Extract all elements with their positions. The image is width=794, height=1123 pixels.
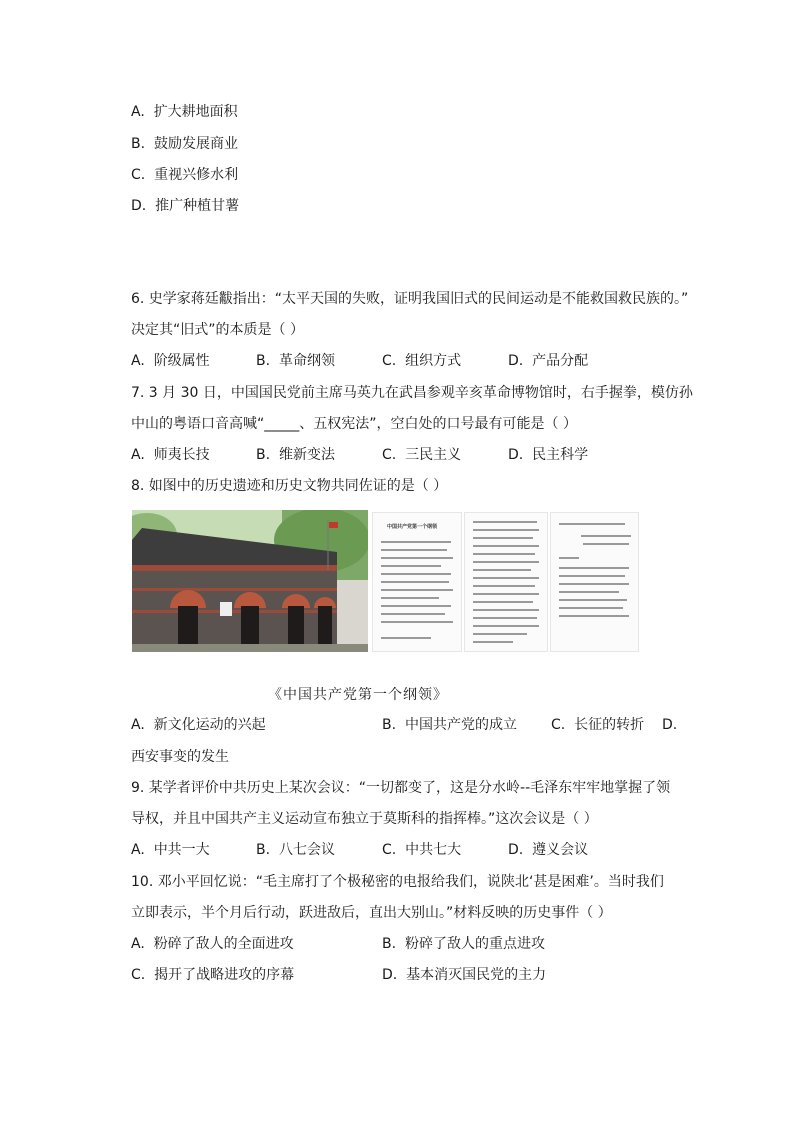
q6-stem-line2: 决定其“旧式”的本质是（ ） <box>131 322 304 338</box>
document-title: 中国共产党第一个纲领 <box>387 524 438 530</box>
q10-option-b: B. 粉碎了敌人的重点进攻 <box>382 936 545 952</box>
q10-stem-line2: 立即表示，半个月后行动，跃进敌后，直出大别山。”材料反映的历史事件（ ） <box>131 905 612 921</box>
q5-option-a: A. 扩大耕地面积 <box>131 104 238 120</box>
historic-site-photo <box>132 510 368 652</box>
q7-option-b: B. 维新变法 <box>256 447 335 463</box>
q10-stem-line1: 10. 邓小平回忆说：“毛主席打了个极秘密的电报给我们，说陕北‘甚是困难’。当时我们 <box>131 874 664 890</box>
q9-option-d: D. 遵义会议 <box>508 842 589 858</box>
q6-option-a: A. 阶级属性 <box>131 353 210 369</box>
q6-option-b: B. 革命纲领 <box>256 353 335 369</box>
q6-stem-line1: 6. 史学家蒋廷黻指出：“太平天国的失败，证明我国旧式的民间运动是不能救国救民族的。” <box>131 291 689 307</box>
q9-option-a: A. 中共一大 <box>131 842 210 858</box>
q9-option-c: C. 中共七大 <box>382 842 462 858</box>
q8-option-b: B. 中国共产党的成立 <box>382 717 517 733</box>
document-page-1 <box>372 512 462 652</box>
q8-option-d-text: 西安事变的发生 <box>131 749 229 765</box>
q8-figure <box>132 510 637 652</box>
document-page-2 <box>464 512 548 652</box>
q10-option-c: C. 揭开了战略进攻的序幕 <box>131 967 295 983</box>
historic-building-image <box>132 510 368 652</box>
q9-stem-line2: 导权，并且中国共产主义运动宣布独立于莫斯科的指挥棒。”这次会议是（ ） <box>131 811 598 827</box>
q6-option-d: D. 产品分配 <box>508 353 589 369</box>
q8-option-a: A. 新文化运动的兴起 <box>131 717 266 733</box>
q7-stem-line1: 7. 3 月 30 日，中国国民党前主席马英九在武昌参观辛亥革命博物馆时，右手握拳，模仿孙 <box>131 385 693 401</box>
q8-option-d-letter: D. <box>662 717 678 733</box>
q8-option-c: C. 长征的转折 <box>551 717 645 733</box>
q6-option-c: C. 组织方式 <box>382 353 462 369</box>
figure-caption: 《中国共产党第一个纲领》 <box>268 687 448 703</box>
q7-option-c: C. 三民主义 <box>382 447 462 463</box>
q8-stem-line1: 8. 如图中的历史遗迹和历史文物共同佐证的是（ ） <box>131 478 448 494</box>
q5-option-b: B. 鼓励发展商业 <box>131 136 238 152</box>
q5-option-d: D. 推广种植甘薯 <box>131 198 240 214</box>
q10-option-d: D. 基本消灭国民党的主力 <box>382 967 547 983</box>
q7-option-d: D. 民主科学 <box>508 447 589 463</box>
q5-option-c: C. 重视兴修水利 <box>131 167 239 183</box>
q7-stem-line2: 中山的粤语口音高喊“_____、五权宪法”，空白处的口号最有可能是（ ） <box>131 416 577 432</box>
q10-option-a: A. 粉碎了敌人的全面进攻 <box>131 936 294 952</box>
q7-option-a: A. 师夷长技 <box>131 447 210 463</box>
q9-stem-line1: 9. 某学者评价中共历史上某次会议：“一切都变了，这是分水岭--毛泽东牢牢地掌握了领 <box>131 780 671 796</box>
q9-option-b: B. 八七会议 <box>256 842 335 858</box>
document-page-3 <box>550 512 639 652</box>
